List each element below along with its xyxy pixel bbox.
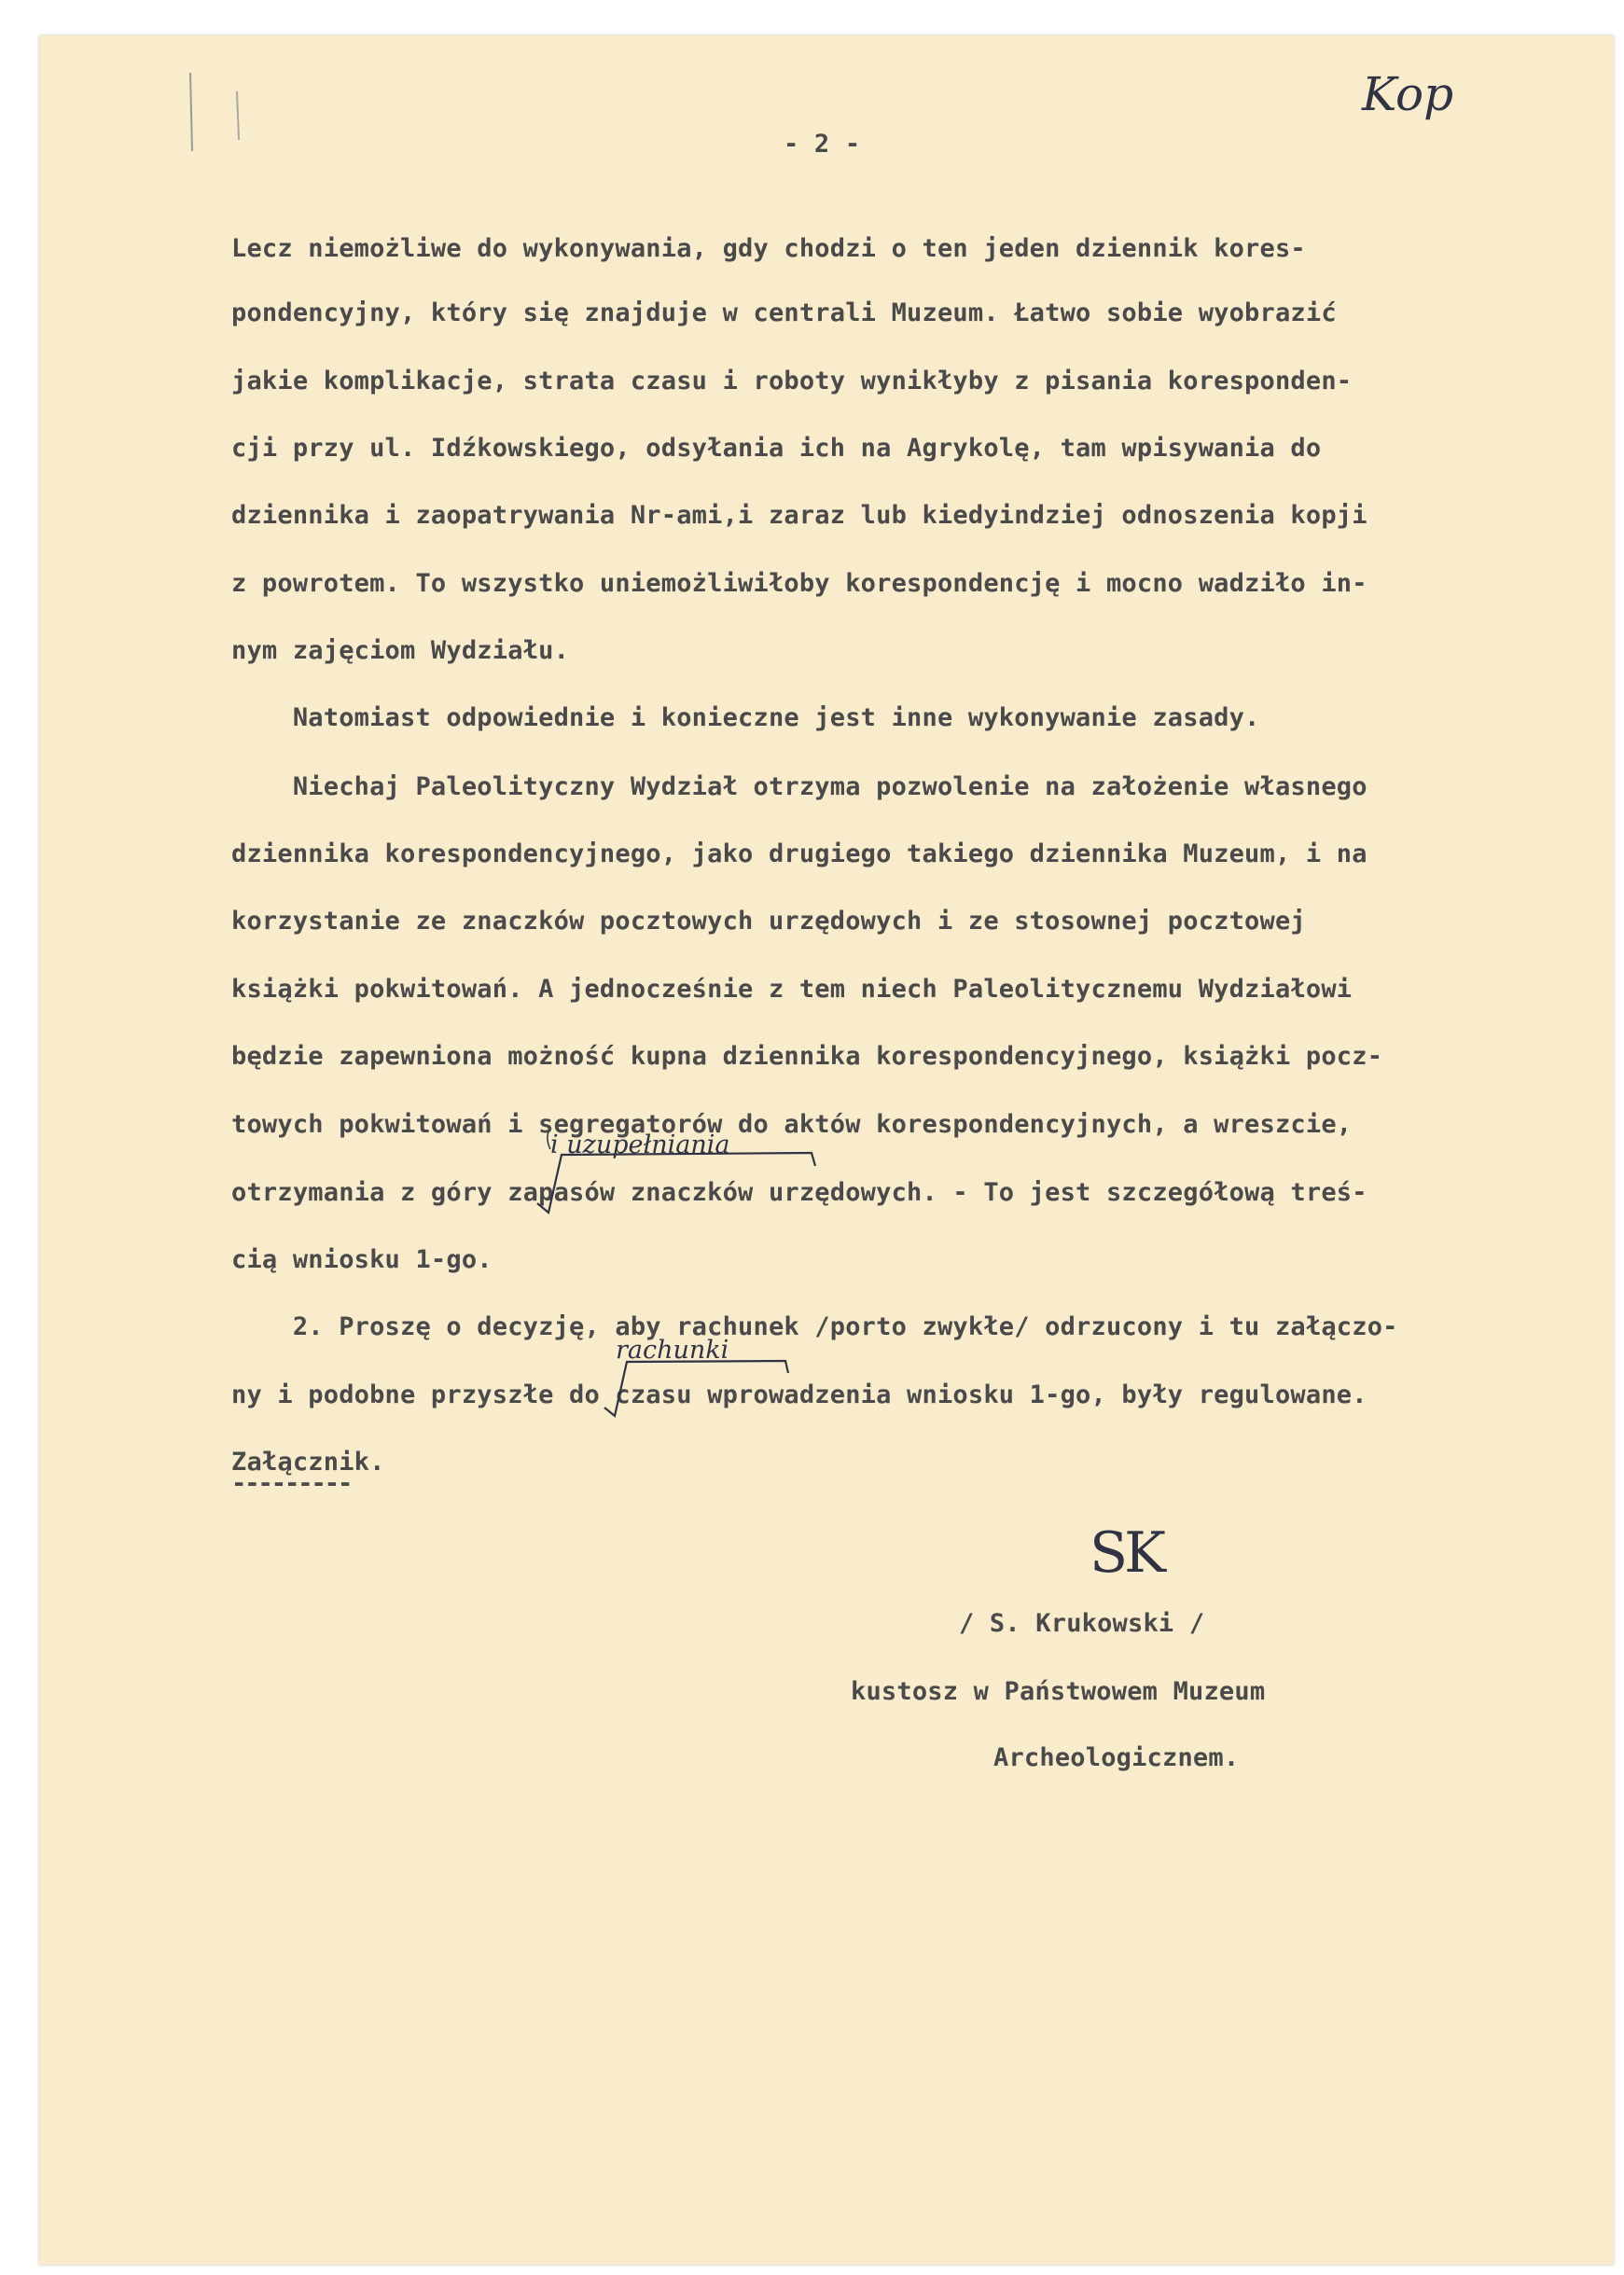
body-line: cią wniosku 1-go. xyxy=(231,1245,493,1274)
body-line: otrzymania z góry zapasów znaczków urzędowych. - To jest szczegółową treś- xyxy=(231,1178,1367,1207)
body-line: korzystanie ze znaczków pocztowych urzędowych i ze stosownej pocztowej xyxy=(231,907,1306,936)
signature-institution: Archeologicznem. xyxy=(993,1743,1240,1772)
body-line: pondencyjny, który się znajduje w centrali Muzeum. Łatwo sobie wyobrazić xyxy=(231,298,1337,327)
signature-title: kustosz w Państwowem Muzeum xyxy=(851,1677,1266,1706)
body-line: dziennika korespondencyjnego, jako drugiego takiego dziennika Muzeum, i na xyxy=(231,839,1367,868)
body-line: 2. Proszę o decyzję, aby rachunek /porto zwykłe/ odrzucony i tu załączo- xyxy=(231,1312,1398,1341)
signature-name: / S. Krukowski / xyxy=(959,1609,1205,1638)
body-line: cji przy ul. Idźkowskiego, odsyłania ich na Agrykolę, tam wpisywania do xyxy=(231,434,1322,463)
body-line: będzie zapewniona możność kupna dziennika korespondencyjnego, książki pocz- xyxy=(231,1042,1383,1071)
body-line: Niechaj Paleolityczny Wydział otrzyma pozwolenie na założenie własnego xyxy=(231,772,1367,801)
body-line: dziennika i zaopatrywania Nr-ami,i zaraz lub kiedyindziej odnoszenia kopji xyxy=(231,501,1367,530)
handwritten-insertion: i uzupełniania xyxy=(550,1131,730,1159)
body-line: jakie komplikacje, strata czasu i roboty wynikłyby z pisania koresponden- xyxy=(231,367,1353,395)
body-line: nym zajęciom Wydziału. xyxy=(231,636,570,665)
body-line: książki pokwitowań. A jednocześnie z tem niech Paleolitycznemu Wydziałowi xyxy=(231,975,1353,1004)
body-line: towych pokwitowań i segregatorów do aktów korespondencyjnych, a wreszcie, xyxy=(231,1110,1353,1139)
handwritten-insertion: rachunki xyxy=(616,1336,729,1365)
annex-underline: --------- xyxy=(231,1469,352,1498)
body-line: z powrotem. To wszystko uniemożliwiłoby korespondencję i mocno wadziło in- xyxy=(231,569,1367,598)
corner-handwritten-mark: Kop xyxy=(1362,67,1454,121)
annex-label: Załącznik. xyxy=(231,1448,385,1477)
body-line: Lecz niemożliwe do wykonywania, gdy chodzi o ten jeden dziennik kores- xyxy=(231,234,1306,263)
signature-initials: SK xyxy=(1090,1520,1162,1586)
page-number: - 2 - xyxy=(784,130,861,159)
body-line: Natomiast odpowiednie i konieczne jest inne wykonywanie zasady. xyxy=(231,703,1260,732)
body-line: ny i podobne przyszłe do czasu wprowadzenia wniosku 1-go, były regulowane. xyxy=(231,1380,1367,1409)
